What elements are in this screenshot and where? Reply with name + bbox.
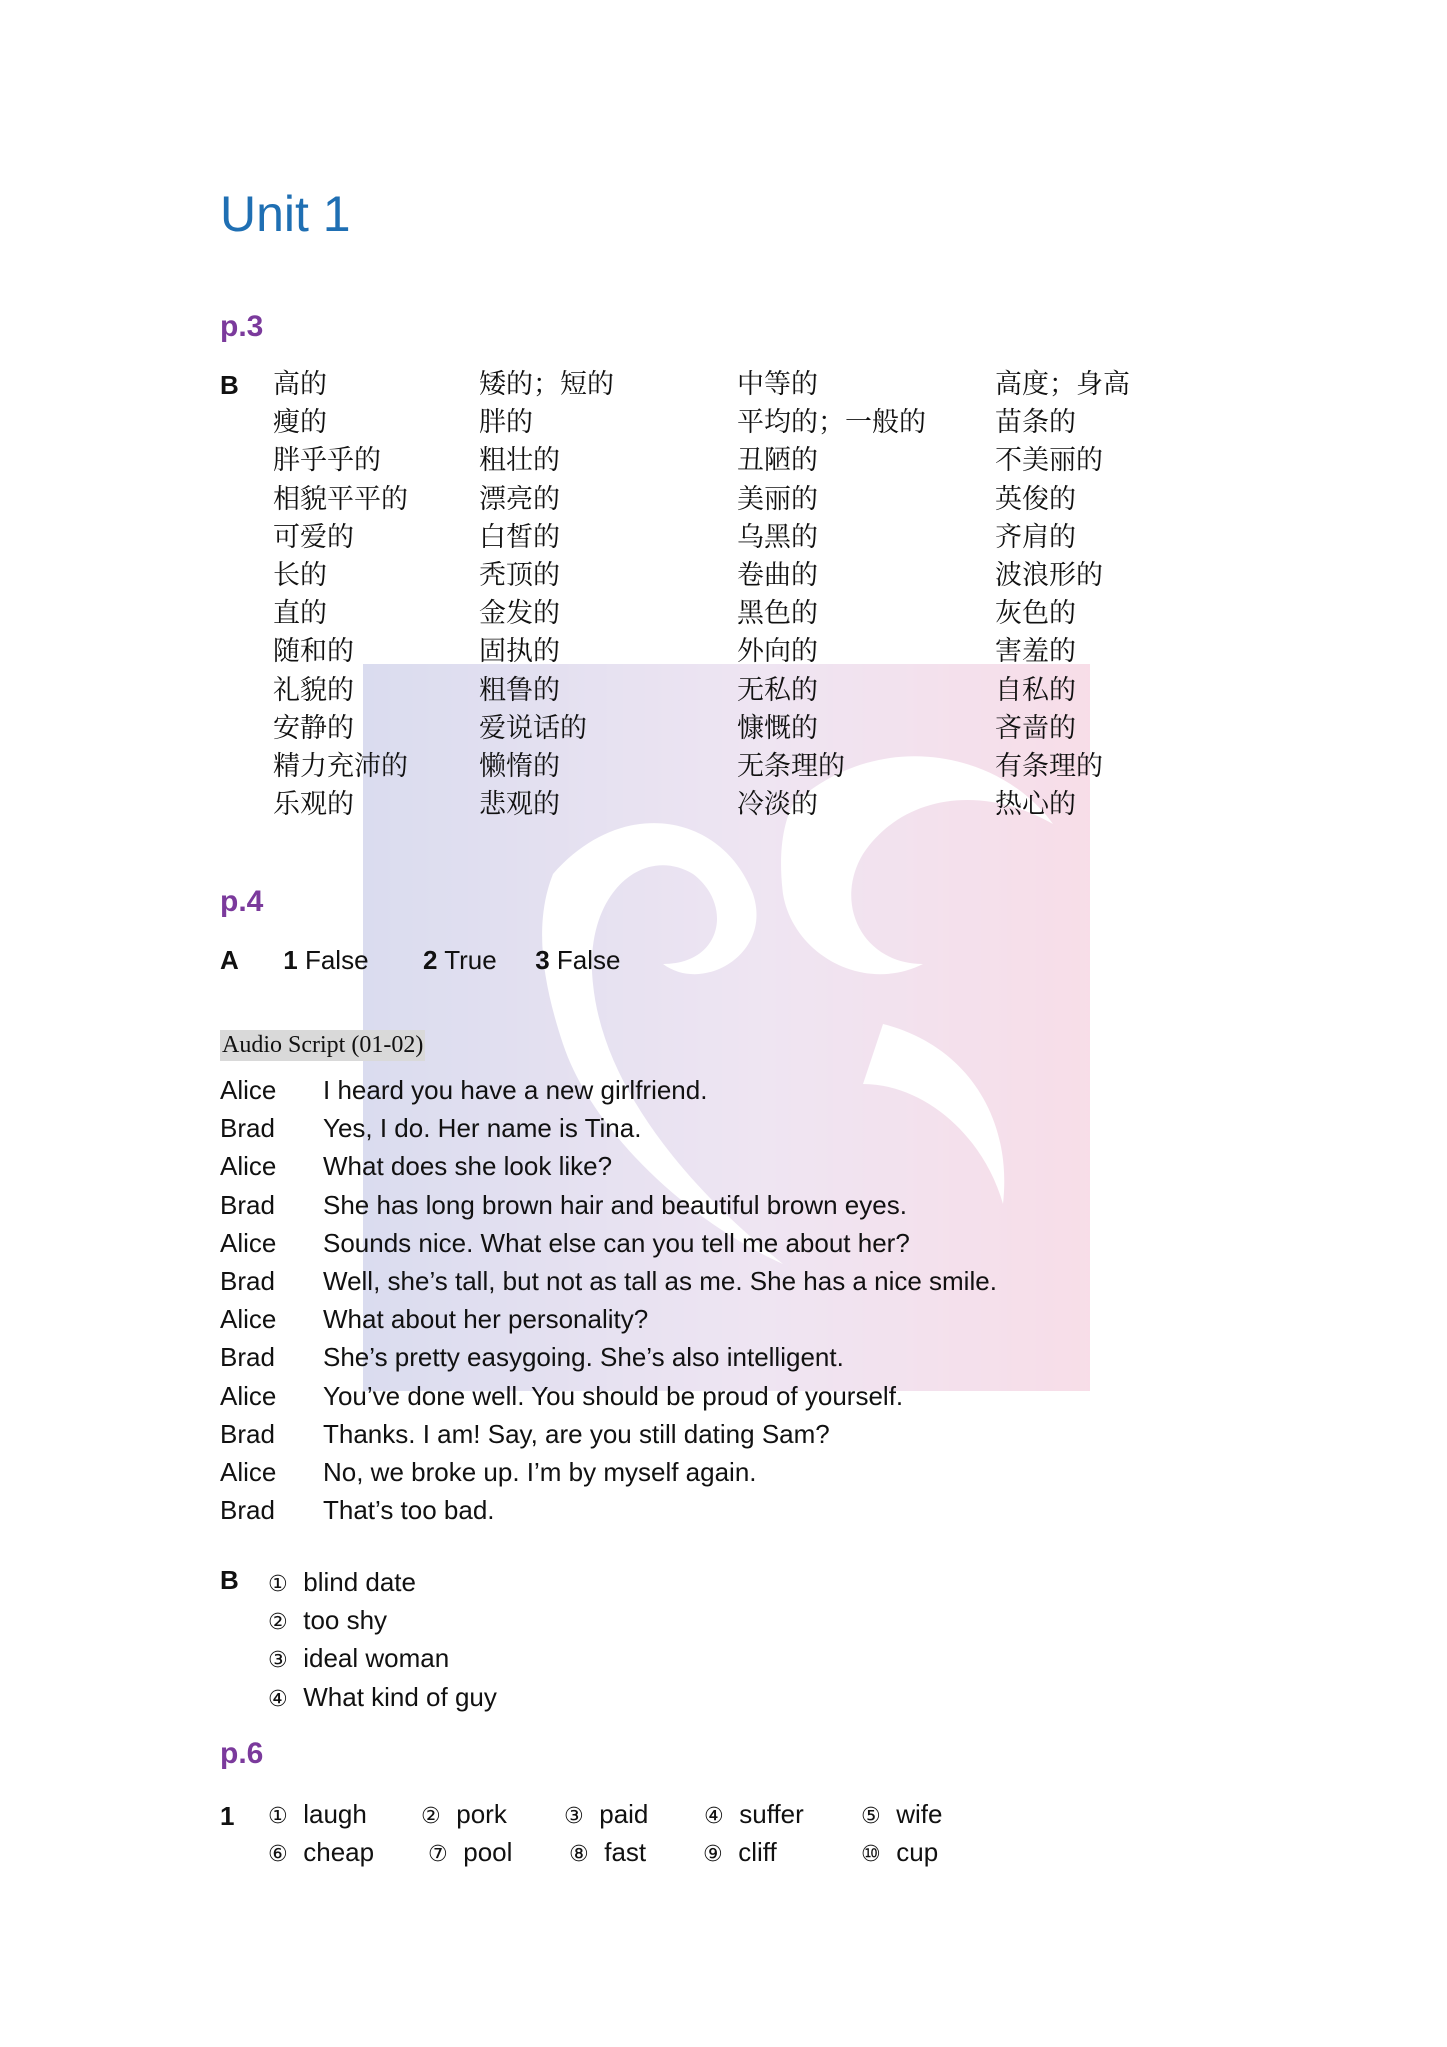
vocab-term: 有条理的	[995, 750, 1103, 782]
p6-answer	[428, 1837, 512, 1868]
answer-text: pork	[456, 1799, 507, 1829]
vocab-term: 随和的	[273, 636, 354, 668]
exercise-label-b-p4: B	[220, 1565, 239, 1595]
circled-number: ②	[421, 1804, 441, 1829]
speaker-name: Brad	[220, 1113, 275, 1144]
vocab-term: 灰色的	[995, 598, 1076, 630]
vocab-term: 自私的	[995, 674, 1076, 706]
answer-text: cup	[896, 1837, 939, 1867]
script-speakers	[220, 1071, 276, 1529]
p6-answer	[861, 1837, 938, 1868]
dialogue-line: I heard you have a new girlfriend.	[323, 1075, 708, 1105]
vocab-term: 秃顶的	[479, 559, 560, 591]
speaker-name: Brad	[220, 1342, 275, 1373]
circled-number: ③	[564, 1804, 584, 1829]
dialogue-line: No, we broke up. I’m by myself again.	[323, 1456, 757, 1487]
answer-item	[268, 1678, 497, 1716]
speaker-name: Alice	[220, 1380, 277, 1411]
vocab-column-3	[737, 366, 926, 824]
vocab-term: 不美丽的	[995, 445, 1103, 477]
vocab-column-4	[995, 366, 1130, 824]
dialogue-line: Well, she’s tall, but not as tall as me. She has a nice smile.	[323, 1265, 997, 1296]
exercise-label-a: A	[220, 945, 239, 975]
circled-number: ④	[704, 1804, 724, 1829]
answer-text: cheap	[303, 1837, 375, 1867]
vocab-term: 精力充沛的	[273, 750, 408, 782]
speaker-name: Brad	[220, 1189, 275, 1220]
vocab-term: 悲观的	[479, 789, 560, 821]
speaker-name: Brad	[220, 1495, 275, 1526]
vocab-term: 漂亮的	[479, 483, 560, 515]
answer-text: suffer	[739, 1799, 804, 1829]
answer-number: 3	[535, 945, 550, 975]
exercise-label-b: B	[220, 370, 239, 400]
answer-text: ideal woman	[303, 1643, 450, 1674]
p6-answer	[421, 1799, 507, 1830]
vocab-term: 长的	[273, 559, 327, 591]
circled-number: ⑨	[703, 1842, 723, 1867]
dialogue-line: She has long brown hair and beautiful brown eyes.	[323, 1189, 907, 1220]
answer-text: too shy	[303, 1605, 388, 1636]
vocab-column-2	[479, 366, 614, 824]
vocab-term: 可爱的	[273, 521, 354, 553]
circled-number: ②	[268, 1610, 288, 1636]
circled-number: ①	[268, 1804, 288, 1829]
speaker-name: Alice	[220, 1456, 277, 1487]
dialogue-line: You’ve done well. You should be proud of yourself.	[323, 1380, 904, 1411]
section-heading-p6: p.6	[220, 1737, 264, 1770]
vocab-term: 高度；身高	[995, 369, 1130, 400]
vocab-term: 美丽的	[737, 483, 818, 515]
vocab-term: 慷慨的	[737, 712, 818, 744]
answer-text: laugh	[303, 1799, 367, 1829]
vocab-term: 齐肩的	[995, 521, 1076, 553]
answer-item	[268, 1601, 497, 1639]
vocab-term: 乐观的	[273, 789, 354, 821]
answer-text: False	[304, 945, 369, 975]
dialogue-line: Sounds nice. What else can you tell me about her?	[323, 1227, 910, 1258]
vocab-term: 乌黑的	[737, 521, 818, 553]
p6-answer	[564, 1799, 648, 1830]
vocab-term: 白皙的	[479, 521, 560, 553]
vocab-term: 胖的	[479, 407, 533, 439]
vocab-term: 英俊的	[995, 483, 1076, 515]
speaker-name: Alice	[220, 1227, 277, 1258]
dialogue-line: Thanks. I am! Say, are you still dating Sam?	[323, 1418, 830, 1449]
vocab-term: 无条理的	[737, 750, 845, 782]
vocab-term: 吝啬的	[995, 712, 1076, 744]
vocab-term: 苗条的	[995, 407, 1076, 439]
answer-item	[268, 1563, 497, 1601]
circled-number: ①	[268, 1572, 288, 1597]
circled-number: ⑥	[268, 1842, 288, 1867]
vocab-term: 害羞的	[995, 636, 1076, 668]
circled-number: ⑧	[569, 1842, 589, 1867]
exercise-label-1: 1	[220, 1801, 235, 1831]
vocab-term: 懒惰的	[479, 750, 560, 782]
speaker-name: Alice	[220, 1151, 277, 1182]
vocab-term: 黑色的	[737, 598, 818, 630]
vocab-term: 瘦的	[273, 407, 327, 439]
answer-text: blind date	[303, 1567, 416, 1597]
answer-text: False	[556, 945, 621, 975]
answer-text: fast	[604, 1837, 647, 1867]
circled-number: ⑩	[861, 1842, 881, 1867]
vocab-term: 安静的	[273, 712, 354, 744]
vocab-term: 直的	[273, 598, 327, 630]
circled-number: ④	[268, 1686, 288, 1712]
answer-number: 1	[283, 945, 298, 975]
circled-number: ⑦	[428, 1842, 448, 1867]
p6-answer	[704, 1799, 804, 1830]
section-heading-p4: p.4	[220, 885, 264, 918]
speaker-name: Brad	[220, 1418, 275, 1449]
exercise-b-answers	[268, 1563, 497, 1716]
vocab-term: 丑陋的	[737, 445, 818, 477]
vocab-term: 粗鲁的	[479, 674, 560, 706]
vocab-term: 热心的	[995, 789, 1076, 821]
section-heading-p3: p.3	[220, 310, 264, 343]
vocab-term: 金发的	[479, 598, 560, 630]
vocab-term: 冷淡的	[737, 789, 818, 821]
p6-answer	[703, 1837, 777, 1868]
answer-number: 2	[423, 945, 438, 975]
speaker-name: Alice	[220, 1075, 277, 1105]
vocab-term: 波浪形的	[995, 559, 1103, 591]
dialogue-line: What does she look like?	[323, 1151, 613, 1182]
p6-answer	[861, 1799, 942, 1830]
vocab-term: 外向的	[737, 636, 818, 668]
script-lines	[323, 1071, 997, 1529]
exercise-a-answers	[220, 945, 620, 976]
dialogue-line: What about her personality?	[323, 1304, 649, 1335]
page-title: Unit 1	[220, 186, 351, 242]
vocab-term: 高的	[273, 369, 327, 400]
answer-text: What kind of guy	[303, 1681, 497, 1712]
audio-script-label: Audio Script (01-02)	[220, 1030, 425, 1061]
vocab-term: 爱说话的	[479, 712, 587, 744]
vocab-term: 粗壮的	[479, 445, 560, 477]
p6-answer	[569, 1837, 646, 1868]
answer-item	[268, 1639, 497, 1677]
answer-text: wife	[896, 1799, 943, 1829]
p6-answer	[268, 1799, 367, 1830]
circled-number: ⑤	[861, 1804, 881, 1829]
p6-answer	[268, 1837, 374, 1868]
vocab-term: 矮的；短的	[479, 369, 614, 400]
dialogue-line: Yes, I do. Her name is Tina.	[323, 1113, 642, 1144]
vocab-column-1	[273, 366, 408, 824]
vocab-term: 礼貌的	[273, 674, 354, 706]
vocab-term: 无私的	[737, 674, 818, 706]
speaker-name: Alice	[220, 1304, 277, 1335]
answer-text: True	[444, 945, 497, 975]
dialogue-line: She’s pretty easygoing. She’s also intelligent.	[323, 1342, 844, 1373]
dialogue-line: That’s too bad.	[323, 1495, 495, 1526]
vocab-term: 相貌平平的	[273, 483, 408, 515]
vocab-term: 胖乎乎的	[273, 445, 381, 477]
vocab-term: 中等的	[737, 369, 818, 400]
answer-text: paid	[599, 1799, 649, 1829]
answer-text: pool	[463, 1837, 513, 1867]
vocab-term: 卷曲的	[737, 559, 818, 591]
vocab-term: 平均的；一般的	[737, 407, 926, 439]
circled-number: ③	[268, 1648, 288, 1674]
speaker-name: Brad	[220, 1265, 275, 1296]
answer-text: cliff	[738, 1837, 777, 1867]
vocab-term: 固执的	[479, 636, 560, 668]
